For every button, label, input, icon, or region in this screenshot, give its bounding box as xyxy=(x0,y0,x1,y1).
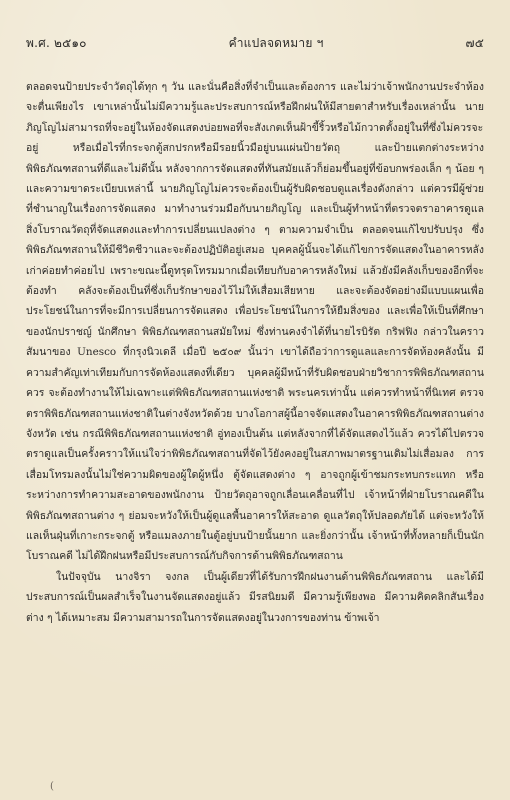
header-date: พ.ศ. ๒๕๑๐ xyxy=(26,36,87,50)
body-text xyxy=(26,77,484,628)
body-paragraph-2: ในปัจจุบัน นางจิรา จงกล เป็นผู้เดียวที่ได้รับการฝึกฝนงานด้านพิพิธภัณฑสถาน และได้มีประสบการณ์เป็นผลสำเร็จในงานจัดแสดงอยู่แล้ว มีรสนิยมดี มีความรู้เพียงพอ มีความคิดคลิกสันเรื่องต่าง ๆ ได้เหมาะสม มีความสามารถในการจัดแสดงอยู่ในวงการของท่าน ข้าพเจ้า xyxy=(26,570,484,624)
page-header xyxy=(26,34,484,53)
page-number: ๗๕ xyxy=(465,36,484,50)
footer-mark: ( xyxy=(50,781,54,792)
header-title: คำแปลจดหมาย ฯ xyxy=(228,36,324,50)
body-paragraph-1: ตลอดจนป้ายประจำวัตถุได้ทุก ๆ วัน และนั่นคือสิ่งที่จำเป็นและต้องการ และไม่ว่าเจ้าพนักงานประจำห้องจะตื่นเพียงไร เขาเหล่านั้นไม่มีความรู้และประสบการณ์หรือฝึกฝนให้มีสายตาสำหรับเรื่องเหล่านั้น นายภิญโญไม่สามารถที่จะอยู่ในห้องจัดแสดงบ่อยพอที่จะสังเกตเห็นฝ้าขี้ริ้วหรือไม้กวาดตั้งอยู่ในที่ซึ่งไม่ควรจะอยู่ หรือเมื่อไรที่กระจกตู้สกปรกหรือมีรอยนิ้วมือยู่บนแผ่นป้ายวัตถุ และป้ายแตกต่างระหว่างพิพิธภัณฑสถานที่ดีและไม่ดีนั้น หลังจากการจัดแสดงที่ทันสมัยแล้วก็ย่อมขึ้นอยู่ที่ข้อบกพร่องเล็ก ๆ น้อย ๆ และความขาดระเบียบเหล่านี้ นายภิญโญไม่ควรจะต้องเป็นผู้รับผิดชอบดูแลเรื่องดังกล่าว แต่ควรมีผู้ช่วยที่ชำนาญในเรื่องการจัดแสดง มาทำงานร่วมมือกับนายภิญโญ และเป็นผู้ทำหน้าที่ตรวจตราอาคารดูแลสิ่งโบราณวัตถุที่จัดแสดงและทำการเปลี่ยนแปลงต่าง ๆ ตามความจำเป็น ตลอดจนแก้ไขปรับปรุง ซึ่งพิพิธภัณฑสถานให้มีชีวิตชีวาและจะต้องปฏิบัติอยู่เสมอ บุคคลผู้นั้นจะได้แก้ไขการจัดแสดงในอาคารหลังเก่าค่อยทำค่อยไป เพราะขณะนี้ดูทรุดโทรมมากเมื่อเทียบกับอาคารหลังใหม่ แล้วยังมีคลังเก็บของอีกที่จะต้องทำ คลังจะต้องเป็นที่ซึ่งเก็บรักษาของไว้ไม่ให้เสื่อมเสียหาย และจะต้องจัดอย่างมีแบบแผนเพื่อประโยชน์ในการที่จะมีการเปลี่ยนการจัดแสดง เพื่อประโยชน์ในการให้ยืมสิ่งของ และเพื่อให้เป็นที่ศึกษาของนักปราชญ์ นักศึกษา พิพิธภัณฑสถานสมัยใหม่ ซึ่งท่านคงจำได้ที่นายไรบิรัต กริฟฟิง กล่าวในคราวสัมนาของ Unesco ที่กรุงนิวเดลี เมื่อปี ๒๕๐๙ นั้นว่า เขาได้ถือว่าการดูแลและการจัดห้องคลังนั้น มีความสำคัญเท่าเทียมกับการจัดห้องแสดงที่เดียว บุคคลผู้มีหน้าที่รับผิดชอบฝ่ายวิชาการพิพิธภัณฑสถานควร จะต้องทำงานให้ไม่เฉพาะแต่พิพิธภัณฑสถานแห่งชาติ พระนครเท่านั้น แต่ควรทำหน้าที่นิเทศ ตรวจตราพิพิธภัณฑสถานแห่งชาติในต่างจังหวัดด้วย บางโอกาสผู้นี้อาจจัดแสดงในอาคารพิพิธภัณฑสถานต่างจังหวัด เช่น กรณีพิพิธภัณฑสถานแห่งชาติ อู่ทองเป็นต้น แต่หลังจากที่ได้จัดแสดงไว้แล้ว ควรได้ไปตรวจตราดูแลเป็นครั้งคราวให้แน่ใจว่าพิพิธภัณฑสถานที่จัดไว้ยังคงอยู่ในสภาพมาตรฐานเดิมไม่เสื่อมลง การเสื่อมโทรมลงนั้นไม่ใช่ความผิดของผู้ใดผู้หนึ่ง ตู้จัดแสดงต่าง ๆ อาจถูกผู้เข้าชมกระทบกระแทก หรือระหว่างการทำความสะอาดของพนักงาน ป้ายวัตถุอาจถูกเลื่อนเคลื่อนที่ไป เจ้าหน้าที่ฝ่ายโบราณคดีในพิพิธภัณฑสถานต่าง ๆ ย่อมจะหวังให้เป็นผู้ดูแลพื้นอาคารให้สะอาด ดูแลวัตถุให้ปลอดภัยได้ แต่จะหวังให้แลเห็นฝุ่นที่เกาะกระจกตู้ หรือแมลงภายในตู้อยู่บนป้ายนั้นยาก และยิ่งกว่านั้น เจ้าหน้าที่ทั้งหลายก็เป็นนักโบราณคดี ไม่ได้ฝึกฝนหรือมีประสบการณ์กับกิจการด้านพิพิธภัณฑสถาน xyxy=(26,81,484,563)
